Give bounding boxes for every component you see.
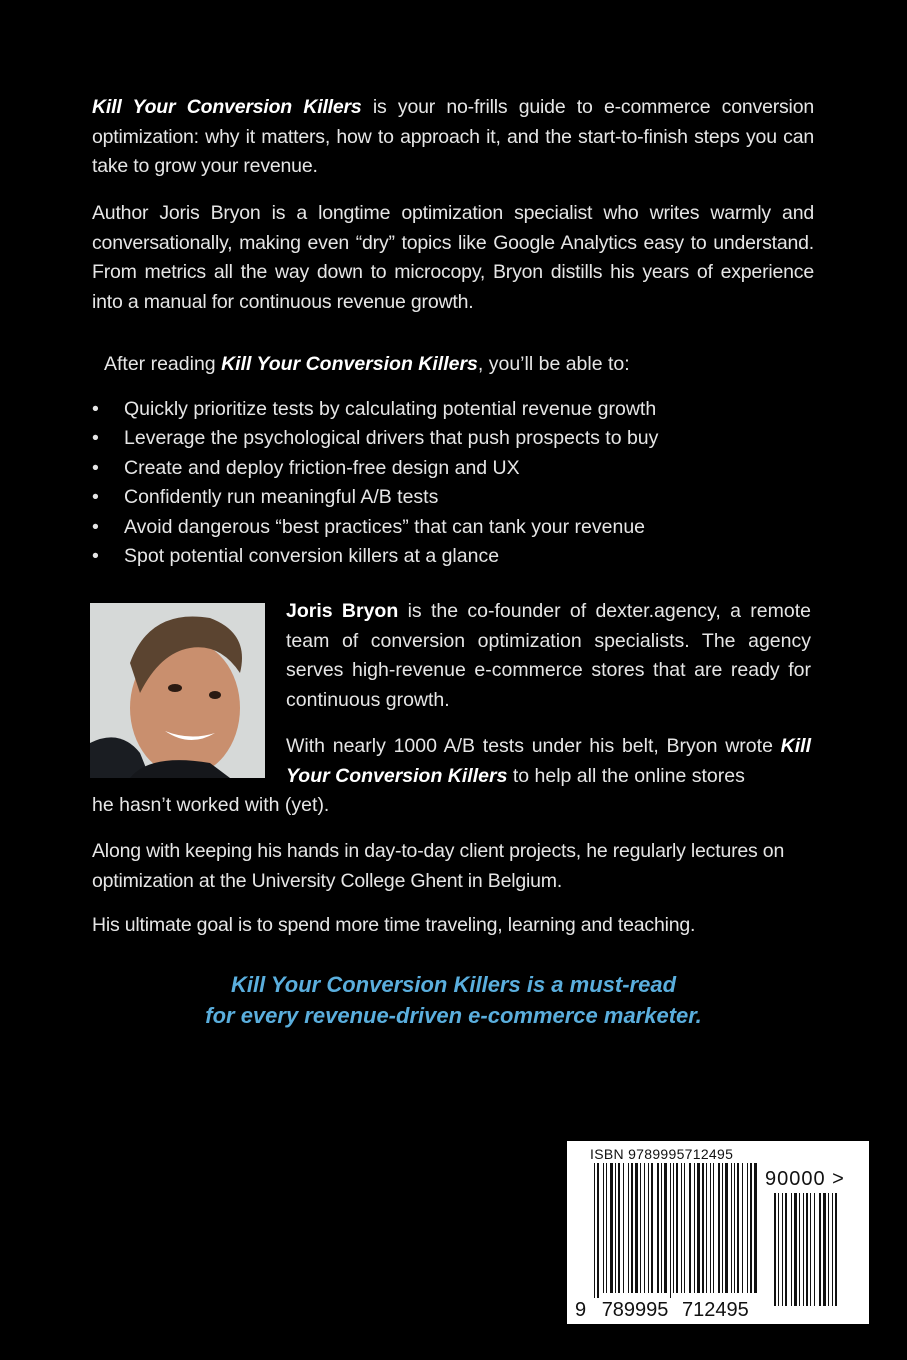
bullet-icon: • bbox=[92, 456, 99, 479]
isbn-digit-first: 9 bbox=[575, 1299, 587, 1321]
tagline bbox=[0, 969, 907, 1031]
bullet-icon: • bbox=[92, 427, 99, 450]
isbn-label: ISBN 9789995712495 bbox=[590, 1146, 734, 1162]
barcode-bar bbox=[597, 1163, 599, 1298]
barcode-bar bbox=[742, 1163, 743, 1293]
barcode-bar bbox=[697, 1163, 700, 1293]
barcode-bar bbox=[603, 1163, 604, 1293]
addon-bar bbox=[814, 1193, 815, 1306]
barcode-bar bbox=[623, 1163, 624, 1293]
benefits-list bbox=[92, 395, 658, 571]
barcode-bar bbox=[648, 1163, 649, 1293]
benefit-text: Leverage the psychological drivers that push prospects to buy bbox=[124, 427, 659, 450]
bio2-mid: to help all the online stores bbox=[507, 764, 745, 787]
author-bio-4: His ultimate goal is to spend more time traveling, learning and teaching. bbox=[92, 914, 696, 936]
barcode-bar bbox=[610, 1163, 613, 1293]
addon-bar bbox=[803, 1193, 804, 1306]
benefit-text: Avoid dangerous “best practices” that can tank your revenue bbox=[124, 515, 646, 538]
benefit-item bbox=[92, 454, 658, 483]
barcode-bar bbox=[754, 1163, 757, 1293]
barcode-bar bbox=[615, 1163, 616, 1293]
bullet-icon: • bbox=[92, 486, 99, 509]
barcode-bar bbox=[676, 1163, 678, 1293]
isbn-barcode bbox=[567, 1141, 869, 1324]
benefit-text: Create and deploy friction-free design and UX bbox=[124, 456, 520, 479]
addon-bar bbox=[810, 1193, 811, 1306]
barcode-bar bbox=[635, 1163, 638, 1293]
addon-bar bbox=[791, 1193, 792, 1306]
barcode-bar bbox=[661, 1163, 662, 1293]
intro-paragraph-2: Author Joris Bryon is a longtime optimization specialist who writes warmly and conversationally, making even “dry” topics like Google Analytics easy to understand. From metrics all the way down to microcopy, Bryon distills his years of experience into a manual for continuous revenue growth. bbox=[92, 202, 814, 313]
author-bio-2-end: he hasn’t worked with (yet). bbox=[92, 794, 330, 816]
barcode-bar bbox=[689, 1163, 691, 1293]
benefits-lead bbox=[104, 350, 630, 380]
barcode-bar bbox=[681, 1163, 682, 1293]
barcode-bar bbox=[631, 1163, 633, 1293]
author-bio-3: Along with keeping his hands in day-to-day client projects, he regularly lectures on optimization at the University College Ghent in Belgium. bbox=[92, 840, 785, 892]
addon-bar bbox=[799, 1193, 800, 1306]
book-title: Kill Your Conversion Killers bbox=[221, 353, 478, 375]
addon-bar bbox=[823, 1193, 826, 1306]
barcode-bar bbox=[718, 1163, 720, 1293]
barcode-bar bbox=[628, 1163, 629, 1293]
barcode-bar bbox=[694, 1163, 695, 1293]
addon-bar bbox=[832, 1193, 833, 1306]
bullet-icon: • bbox=[92, 515, 99, 538]
intro-paragraph-1 bbox=[92, 93, 814, 182]
benefit-item bbox=[92, 395, 658, 424]
barcode-bar bbox=[651, 1163, 653, 1293]
lead-after: , you’ll be able to: bbox=[477, 353, 630, 375]
barcode-bar bbox=[731, 1163, 732, 1293]
author-portrait-icon bbox=[90, 603, 265, 778]
bullet-icon: • bbox=[92, 398, 99, 420]
addon-bar bbox=[806, 1193, 808, 1306]
addon-bar bbox=[835, 1193, 837, 1306]
author-name: Joris Bryon bbox=[286, 600, 399, 622]
barcode-bar bbox=[734, 1163, 735, 1293]
benefit-text: Confidently run meaningful A/B tests bbox=[124, 486, 439, 509]
barcode-bar bbox=[725, 1163, 728, 1293]
tagline-line-2: for every revenue-driven e-commerce marketer. bbox=[205, 1003, 702, 1028]
barcode-bar bbox=[737, 1163, 739, 1293]
addon-bar bbox=[785, 1193, 787, 1306]
tagline-line-1: Kill Your Conversion Killers is a must-read bbox=[230, 972, 677, 997]
benefit-text: Spot potential conversion killers at a glance bbox=[124, 545, 500, 568]
barcode-bar bbox=[747, 1163, 748, 1293]
barcode-bar bbox=[702, 1163, 704, 1293]
barcode-bar bbox=[670, 1163, 671, 1298]
barcode-bar bbox=[594, 1163, 595, 1298]
benefit-item bbox=[92, 424, 658, 453]
author-bio-2 bbox=[286, 732, 811, 791]
barcode-bar bbox=[706, 1163, 707, 1293]
addon-bar bbox=[819, 1193, 821, 1306]
barcode-bar bbox=[644, 1163, 645, 1293]
benefit-item bbox=[92, 483, 658, 512]
addon-bar bbox=[774, 1193, 776, 1306]
author-bio-1 bbox=[286, 597, 811, 715]
barcode-bar bbox=[618, 1163, 620, 1293]
price-addon: 90000 > bbox=[765, 1168, 845, 1190]
isbn-digits-left: 789995 bbox=[601, 1299, 669, 1321]
benefit-item bbox=[92, 542, 658, 571]
isbn-digits-right: 712495 bbox=[682, 1299, 749, 1321]
addon-bar bbox=[794, 1193, 797, 1306]
barcode-bar bbox=[606, 1163, 607, 1293]
addon-bar bbox=[828, 1193, 829, 1306]
barcode-bar bbox=[722, 1163, 723, 1293]
barcode-bar bbox=[664, 1163, 667, 1293]
barcode-bar bbox=[673, 1163, 674, 1293]
bio2-start: With nearly 1000 A/B tests under his belt, Bryon wrote bbox=[286, 735, 781, 757]
benefit-item bbox=[92, 513, 658, 542]
benefit-text: Quickly prioritize tests by calculating potential revenue growth bbox=[124, 398, 657, 420]
intro-text-1: is your no-frills guide to e-commerce conversion optimization: why it matters, how to approach it, and the start-to-finish steps you can take to grow your revenue. bbox=[92, 96, 814, 177]
barcode-bar bbox=[684, 1163, 685, 1293]
addon-bar bbox=[778, 1193, 779, 1306]
bullet-icon: • bbox=[92, 545, 99, 568]
book-title: Kill Your Conversion Killers bbox=[92, 96, 362, 118]
isbn-digits bbox=[575, 1299, 755, 1322]
barcode-bar bbox=[657, 1163, 659, 1293]
book-title: Kill Your Conversion Killers bbox=[286, 735, 811, 787]
barcode-bar bbox=[750, 1163, 752, 1293]
barcode-bar bbox=[640, 1163, 641, 1293]
barcode-bar bbox=[710, 1163, 711, 1293]
barcode-bar bbox=[713, 1163, 714, 1293]
lead-before: After reading bbox=[104, 353, 222, 375]
bio1-text: is the co-founder of dexter.agency, a remote team of conversion optimization specialists. The agency serves high-revenue e-commerce stores that are ready for continuous growth. bbox=[286, 600, 811, 711]
addon-bar bbox=[782, 1193, 783, 1306]
author-photo bbox=[90, 603, 265, 778]
